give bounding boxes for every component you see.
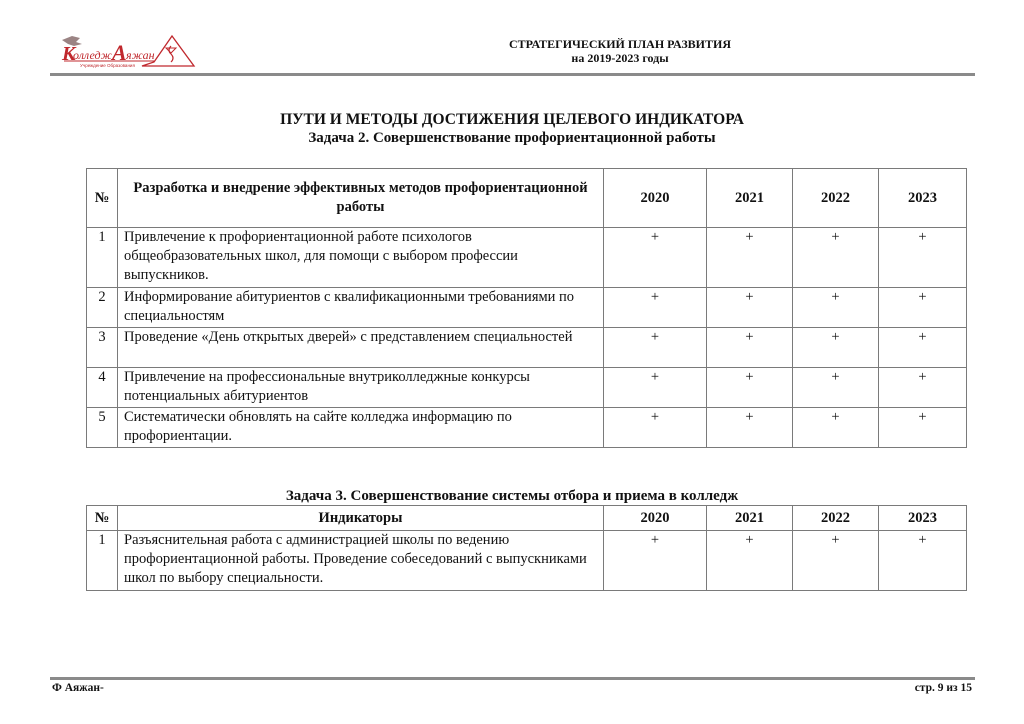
footer-divider — [50, 677, 975, 680]
column-header-2020: 2020 — [604, 169, 707, 228]
document-title: СТРАТЕГИЧЕСКИЙ ПЛАН РАЗВИТИЯ — [508, 37, 731, 51]
table-header-row — [87, 169, 967, 228]
mark-2023: + — [879, 228, 967, 288]
document-header — [470, 37, 770, 65]
mark-2020: + — [604, 531, 707, 591]
column-header-2022: 2022 — [793, 506, 879, 531]
column-header-2021: 2021 — [707, 506, 793, 531]
column-header-desc: Индикаторы — [118, 506, 604, 531]
row-description: Проведение «День открытых дверей» с представлением специальностей — [118, 328, 604, 368]
table-row — [87, 408, 967, 448]
table-row — [87, 368, 967, 408]
column-header-2023: 2023 — [879, 169, 967, 228]
mark-2020: + — [604, 288, 707, 328]
mark-2022: + — [793, 368, 879, 408]
svg-text:А: А — [112, 40, 127, 65]
task2-title: Задача 2. Совершенствование профориентационной работы — [308, 130, 716, 146]
column-header-desc: Разработка и внедрение эффективных методов профориентационной работы — [118, 169, 604, 228]
mark-2020: + — [604, 328, 707, 368]
row-description: Разъяснительная работа с администрацией школы по ведению профориентационной работы. Проведение собеседований с выпускниками школ по выбору специальности. — [118, 531, 604, 591]
row-description: Информирование абитуриентов с квалификационными требованиями по специальностям — [118, 288, 604, 328]
row-number: 3 — [87, 328, 118, 368]
mark-2023: + — [879, 408, 967, 448]
table-row — [87, 328, 967, 368]
column-header-2022: 2022 — [793, 169, 879, 228]
college-logo — [58, 32, 198, 70]
svg-text:олледж: олледж — [73, 48, 112, 62]
task3-title: Задача 3. Совершенствование системы отбора и приема в колледж — [285, 488, 739, 504]
mark-2022: + — [793, 228, 879, 288]
mark-2021: + — [707, 288, 793, 328]
mark-2023: + — [879, 328, 967, 368]
column-header-2023: 2023 — [879, 506, 967, 531]
mark-2020: + — [604, 408, 707, 448]
row-description: Систематически обновлять на сайте колледжа информацию по профориентации. — [118, 408, 604, 448]
row-number: 1 — [87, 531, 118, 591]
svg-text:Учреждение Образования: Учреждение Образования — [80, 63, 135, 68]
table-header-row — [87, 506, 967, 531]
mark-2021: + — [707, 531, 793, 591]
mark-2022: + — [793, 408, 879, 448]
page-number: стр. 9 из 15 — [914, 682, 972, 694]
row-description: Привлечение на профессиональные внутриколледжные конкурсы потенциальных абитуриентов — [118, 368, 604, 408]
svg-text:яжан: яжан — [126, 48, 155, 62]
column-header-2021: 2021 — [707, 169, 793, 228]
mark-2023: + — [879, 288, 967, 328]
row-number: 1 — [87, 228, 118, 288]
svg-text:К: К — [62, 43, 76, 65]
mark-2022: + — [793, 288, 879, 328]
document-period: на 2019-2023 годы — [571, 51, 669, 65]
mark-2021: + — [707, 368, 793, 408]
mark-2023: + — [879, 368, 967, 408]
section-title: ПУТИ И МЕТОДЫ ДОСТИЖЕНИЯ ЦЕЛЕВОГО ИНДИКАТОРА — [280, 111, 744, 128]
row-number: 2 — [87, 288, 118, 328]
task3-table — [86, 505, 967, 591]
mark-2020: + — [604, 228, 707, 288]
table-row — [87, 531, 967, 591]
mark-2020: + — [604, 368, 707, 408]
footer-label: Ф Аяжан- — [52, 682, 104, 694]
college-logo-graphic — [58, 32, 198, 70]
column-header-num: № — [87, 169, 118, 228]
mark-2021: + — [707, 228, 793, 288]
mark-2021: + — [707, 408, 793, 448]
mark-2022: + — [793, 531, 879, 591]
row-number: 4 — [87, 368, 118, 408]
table-row — [87, 228, 967, 288]
mark-2021: + — [707, 328, 793, 368]
row-number: 5 — [87, 408, 118, 448]
row-description: Привлечение к профориентационной работе психологов общеобразовательных школ, для помощи с выбором профессии выпускников. — [118, 228, 604, 288]
task2-table — [86, 168, 967, 448]
column-header-2020: 2020 — [604, 506, 707, 531]
mark-2022: + — [793, 328, 879, 368]
mark-2023: + — [879, 531, 967, 591]
column-header-num: № — [87, 506, 118, 531]
table-row — [87, 288, 967, 328]
header-divider — [50, 73, 975, 76]
